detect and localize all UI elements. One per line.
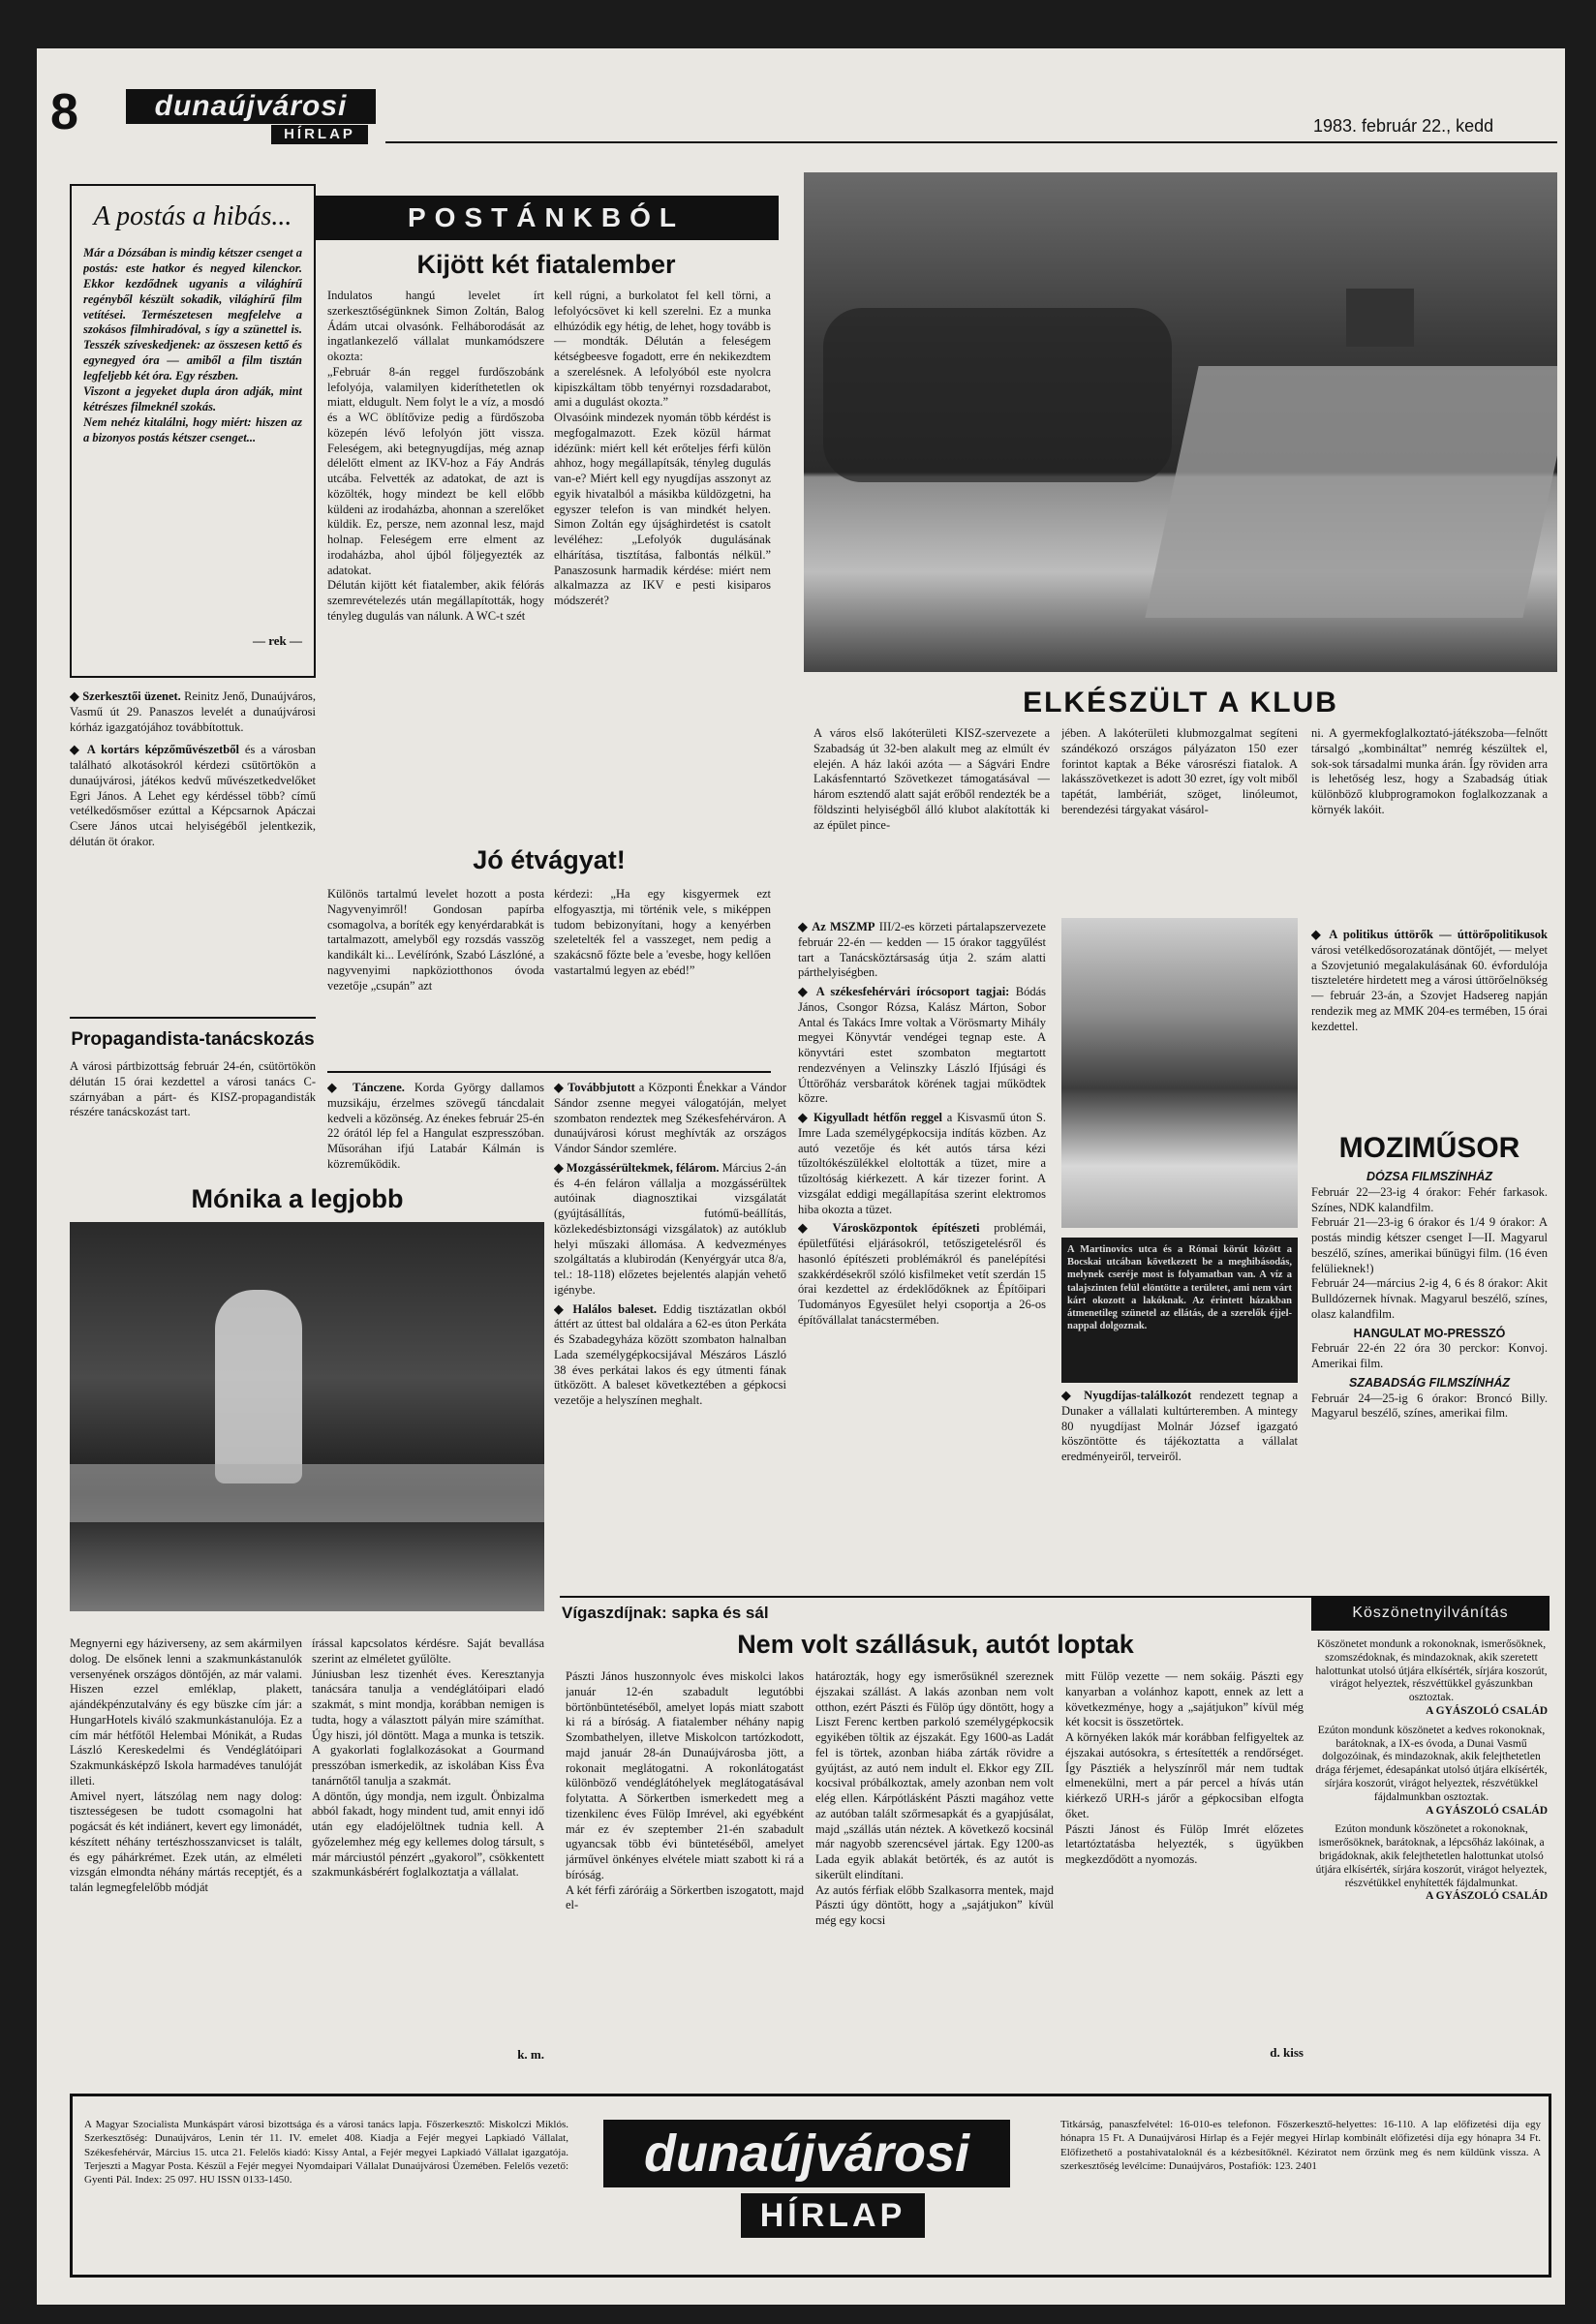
mid-notes-col2 (554, 1081, 786, 1588)
note-lead: ◆ Mozgássérültekmek, félárom. (554, 1160, 720, 1175)
propaganda-body: A városi pártbizottság február 24-én, csütörtökön délután 15 órai kezdettel a városi tanács C-szárnyában a párt- és KISZ-propagandisták részére tanácskozást tart. (70, 1059, 316, 1119)
monika-col1: Megnyerni egy háziverseny, az sem akármilyen dolog. De elsőnek lenni a szakmunkástanulók versenyének országos döntőjén, az már valami. Hiszen ezzel emléklap, plakett, ajándékpénzutalvány és egy büszke cím jár: a HungarHotels kiváló szakmunkástanulója. Ez a cím már hétfőtől Helembai Mónikát, a Rudas László Kereskedelmi és Vendéglátóipari Szakmunkásképző Iskola harmadéves tanulóját illeti. Amivel nyert, látszólag nem nagy dolog: tisztességesen be tudott csomagolni hat pogácsát és két indiánert, kevert egy limonádét, készített néhány tertészhosszanvicset is talált, és egy páhárkrémet. Ezek után, az elméleti vizsgán elmondta néhány mártás receptjét, és a talán legmegfelelőbb módját (70, 1636, 302, 1894)
klub-title: ELKÉSZÜLT A KLUB (1023, 687, 1338, 719)
nyugdijas-note (1061, 1389, 1298, 1511)
mid-notes-col3 (798, 920, 1046, 1588)
venue-name: DÓZSA FILMSZÍNHÁZ (1366, 1170, 1493, 1183)
note-lead: ◆ Nyugdíjas-találkozót (1061, 1389, 1192, 1402)
koszonet-item (1315, 1725, 1548, 1819)
footer-contact: Titkárság, panaszfelvétel: 16-010-es telefonon. Főszerkesztő-helyettes: 16-110. A lap előfizetési díja egy hónapra 15 Ft. A Dunaújvárosi Hírlap és a Fejér megyei Hírlap kombinált előfizetési díja egy hónapra 34 Ft. Előfizethető a postahivataloknál és a kézbesítőknél. Kéziratot nem őrzünk meg és nem küldünk vissza. A szerkesztőség levélcíme: Dunaújváros, Postafiók: 123. 2401 (1060, 2119, 1541, 2172)
note-item (70, 743, 316, 849)
note-body: problémái, épületfűtési eljárásokról, tetőszigetelésről és hasonló építészeti problémákról és panelépítési szakkérdésekről szóló kisfilmeket vetít szerdán 15 órai kezdettel az érdeklődőknek az Építőipari Tudományos Egyesület helyi csoportja a 26-os építővállalat tanácstermében. (798, 1221, 1046, 1327)
koszonet-banner: Köszönetnyilvánítás (1311, 1596, 1550, 1631)
note-body: és a városban található alkotásokról kérdezi csütörtökön a dunaújvárosi, játékos kedvű művészetkedvelőket Egri János. A Lehet egy kérdéssel több? című vetélkedősmőser ezúttal a Képcsarnok Apáczai Csere János utcai helyiségéből jelentkezik, délután öt órakor. (70, 743, 316, 848)
note-body: Bódás János, Csongor Rózsa, Kalász Márton, Sobor Antal és Takács Imre voltak a Vörösmarty Mihály megyei Könyvtár vendégei tegnap este. A könyvtári estet szombaton megtartott rendezvényen a Velinszky László Ifjúsági és Úttörőház versbarátok körének tagjai működtek közre. (798, 985, 1046, 1106)
note-lead: ◆ A politikus úttörők — úttörőpolitikusok (1311, 928, 1548, 941)
note-lead: ◆ A kortárs képzőművészetből (70, 743, 239, 757)
koszonet-text: Ezúton mondunk köszönetet a kedves rokonoknak, barátoknak, a IX-es óvoda, a Dunai Vasmű dolgozóinak, és mindazoknak, akik felejthetetlen drága férjemet, édesapánkat utolsó útjára elkísérték, sírjára koszorút, virágot helyeztek, részvétükkel fájdalmunkban osztoztak. (1315, 1724, 1548, 1803)
vigasz-col2: határozták, hogy egy ismerősüknél szereznek éjszakai szállást. A lakás azonban nem volt otthon, ezért Pászti és Fülöp úgy döntött, hogy a Liszt Ferenc kertben parkoló személygépkocsik egyikében töltik az éjszakát. Egy 1600-as Ladát fel is törtek, azonban hiába zárták rövidre a gyújtást, az autó nem indult el. Ekkor egy ZIL kocsival próbálkoztak, amely azonban nem volt elég ellen. Kárpótlásként Pászti magához vette az autóban talált szőrmesapkát és a gyapjúsálat, majd „szállás után néztek. A következő kocsinál már nagyobb szerencsével jártak. Egy 1200-as Lada egyik ablakát betörték, és az autót is sikerült elindítani. Az autós férfiak előbb Szalkasorra mentek, majd Pászti úgy döntött, hogy a „sajátjukon” kívül még egy kocsi (815, 1669, 1054, 1927)
uttorok-note (1311, 928, 1548, 1121)
koszonet-item (1315, 1638, 1548, 1719)
propaganda-title: Propagandista-tanácskozás (71, 1029, 315, 1050)
footer-masthead-title: dunaújvárosi (603, 2120, 1010, 2187)
koszonet-sign: A GYÁSZOLÓ CSALÁD (1426, 1704, 1548, 1717)
issue-date: 1983. február 22., kedd (1313, 116, 1494, 136)
monika-signature: k. m. (517, 2047, 544, 2062)
pipe-repair-photo (1061, 918, 1298, 1228)
monika-col2: írással kapcsolatos kérdésre. Saját bevallása szerint az elméletet gyűlölte. Júniusban lesz tizenhét éves. Keresztanyja tanácsára tanulja a vendéglátóipari eladó szakmát, s mint mondja, korábban nemigen is tudta, hogy a választott pályán mire számíthat. Úgy hiszi, jól döntött. Maga a munka is tetszik. A gyakorlati foglalkozásokat a Gourmand presszóban ismerkedik, az iskolában Kiss Éva tanárnőtől tanulja a szakmát. A döntőn, úgy mondja, nem izgult. Önbizalma abból fakadt, hogy mindent tud, amit ennyi idő után egy eladójelöltnek tudnia kell. A győzelemhez még egy kellemes dolog társult, s már márciustól pénzért „gyakorol”, csökkentett szakmunkásbérért foglalkoztatja a vállalat. (312, 1636, 544, 1880)
note-body: III/2-es körzeti pártalapszervezete február 22-én — kedden — 15 órakor taggyűlést tart a Tanácsköztársaság útja 2. szám alatti párthelyiségben. (798, 920, 1046, 980)
note-lead: ◆ Városközpontok építészeti (798, 1221, 980, 1236)
koszonet-item (1315, 1823, 1548, 1904)
postankbol-banner: POSTÁNKBÓL (314, 196, 779, 240)
note-item (798, 985, 1046, 1107)
vigasz-signature: d. kiss (1270, 2045, 1304, 2060)
koszonet-sign: A GYÁSZOLÓ CSALÁD (1426, 1890, 1548, 1903)
header-rule (385, 141, 1557, 143)
page-number: 8 (50, 84, 78, 140)
masthead-logo (126, 89, 376, 147)
note-lead: ◆ Halálos baleset. (554, 1301, 658, 1316)
postas-title: A postás a hibás... (93, 201, 292, 231)
note-item (554, 1081, 786, 1157)
postas-signature: — rek — (252, 633, 302, 648)
note-item (798, 1111, 1046, 1217)
note-body: Március 2-án és 4-én feláron vállalja a mozgássérültek autóinak diagnosztikai vizsgálatát (gyújtásállítás, futómű-beállítás, közlekedésbiztonsági vizsgálatok) az autóklub helyi műszaki állomása. A kedvezményes szolgáltatás a klubirodán (Kenyérgyár utca 8/a, tel.: 18-118) előzetes bejelentés alapján vehető igénybe. (554, 1160, 786, 1297)
footer-box (70, 2094, 1551, 2278)
vigasz-title: Nem volt szállásuk, autót loptak (737, 1630, 1134, 1659)
note-lead: ◆ Tánczene. (327, 1081, 405, 1094)
vigasz-kicker: Vígaszdíjnak: sapka és sál (562, 1604, 769, 1622)
note-item (554, 1302, 786, 1409)
note-item (327, 1081, 544, 1173)
venue-schedule: Február 24—25-ig 6 órakor: Broncó Billy. Magyarul beszélő, színes, amerikai film. (1311, 1391, 1548, 1421)
note-lead: ◆ Szerkesztői üzenet. (70, 689, 181, 703)
mozi-title: MOZIMŰSOR (1338, 1132, 1520, 1164)
klub-col2: jében. A lakóterületi klubmozgalmat segíteni szándékozó országos pályázaton 150 ezer forintot kaptak a Béke városrészi fiatalok. A lakásszövetkezet is adott 30 ezret, így volt miből tapétát, lambériát, szöget, linóleumot, berendezési tárgyakat vásárol- (1061, 726, 1298, 816)
postankbol-col1: Indulatos hangú levelet írt szerkesztőségünknek Simon Zoltán, Balog Ádám utcai olvasónk. Felháborodását az ingatlankezelő vállalat munkamódszere okozta: „Február 8-án reggel furdőszobánk lefolyója, valamilyen kideríthetetlen ok miatt, eldugult. Nem folyt le a víz, a mosdó és a WC öblítővize pedig a fürdőszoba közepén lévő lefolyón jött vissza. Feleségem, aki betegnyugdíjas, még aznap délelőtt elment az IKV-hoz a Fáy András utcába. Felvették az adatokat, de azt is közölték, hogy mindezt be kell előbb küldeni az irodaházba, ahonnan a szerelőket küldik. Ez, persze, nem azonnal lesz, majd holnap. Feleségem erre elment az irodaházba, ahol újból följegyezték az adatokat. Délután kijött két fiatalember, akik félórás szemrevételezés után megállapították, hogy tényleg dugulás van nálunk. A WC-t szét (327, 289, 544, 623)
footer-masthead-subtitle: HÍRLAP (741, 2193, 925, 2238)
divider (327, 1071, 771, 1073)
koszonet-text: Ezúton mondunk köszönetet a rokonoknak, ismerősöknek, barátoknak, a lépcsőház lakóinak, a brigádoknak, akik felejthetetlen halottunkat utolsó útjára elkísérték, sírjára koszorút, virágot helyeztek, részvétükkel enyhítették fájdalmunkat. (1315, 1823, 1548, 1889)
note-lead: ◆ Kigyulladt hétfőn reggel (798, 1111, 942, 1124)
note-lead: ◆ A székesfehérvári írócsoport tagjai: (798, 985, 1010, 998)
masthead-subtitle: HÍRLAP (271, 125, 368, 144)
venue-name: SZABADSÁG FILMSZÍNHÁZ (1349, 1375, 1510, 1390)
newspaper-page (37, 48, 1565, 2305)
note-body: Eddig tisztázatlan okból áttért az úttest bal oldalára a 62-es úton Perkáta és Szabadegyháza között szombaton halnalban Lada személygépkocsijával Mészáros László 38 éves perkátai lakos és egy útmenti fának ütközött. A baleset következtében a gépkocsi vezetője a helyszínen meghalt. (554, 1301, 786, 1407)
venue-name: HANGULAT MO-PRESSZÓ (1353, 1326, 1506, 1340)
note-body: Reinitz Jenő, Dunaújváros, Vasmű út 29. Panaszos levelét a dunaújvárosi kórház igazgatójához továbbítottuk. (70, 689, 316, 734)
note-lead: ◆ Az MSZMP (798, 920, 875, 933)
note-lead: ◆ Továbbjutott (554, 1081, 635, 1094)
klub-col1: A város első lakóterületi KISZ-szervezete a Szabadság út 32-ben alakult meg az elmúlt év elején. A ház lakói azóta — a Ságvári Endre Lakásfenntartó Szövetkezet támogatásával — három esztendő alatt saját erőből rendezték be a földszinti helyiségből álló klubot alakították ki az épület pince- (813, 726, 1050, 832)
klub-col3: ni. A gyermekfoglalkoztató-játékszoba—felnőtt társalgó „kombináltat” nemrég készültek el, sok-sok társadalmi munka árán. Így röviden arra is lehetőség lesz, hogy a Szabadság útiak különböző klubprogramokon foglalkozzanak a környék lakóit. (1311, 726, 1548, 816)
note-item (798, 1221, 1046, 1328)
photo-caption: A Martinovics utca és a Római körút között a Bocskai utcában következett be a meghibásodás, melynek cseréje most is folyamatban van. A víz a talajszinten felül elöntötte a területet, ami nem várt kárt okozott a lakóknak. Az érintett házakban átmenetileg szünetel az ellátás, de a szerelők éjjel-nappal dolgoznak. (1061, 1238, 1298, 1383)
note-item (554, 1161, 786, 1299)
postas-box (70, 184, 316, 678)
divider (560, 1596, 1311, 1598)
koszonet-text: Köszönetet mondunk a rokonoknak, ismerősöknek, szomszédoknak, és mindazoknak, akik szeretett halottunkat utolsó útjára elkísérték, sírjára koszorút, virágot helyeztek, részvéttükkel gyászunkban osztoztak. (1315, 1638, 1548, 1704)
divider (70, 1017, 316, 1019)
monika-photo (70, 1222, 544, 1611)
mozi-list (1311, 1170, 1548, 1576)
koszonet-list (1315, 1638, 1548, 2074)
vigasz-col3: mitt Fülöp vezette — nem sokáig. Pászti egy kanyarban a volánhoz kapott, ennek az lett a következménye, hogy a „sajátjukon” kívül még két kocsit is összetörtek. A környéken lakók már korábban felfigyeltek az éjszakai autósokra, s értesítették a rendőrséget. Így Pásztiék a helyszínről már nem tudtak elmenekülni, mert a pár percel a hívás után kiérkező URH-s járőr a gépkocsiban elfogta őket. Pászti Jánost és Fülöp Imrét előzetes letartóztatásba helyezték, s ügyükben megkezdődött a nyomozás. (1065, 1669, 1304, 1866)
note-item (798, 920, 1046, 981)
venue-schedule: Február 22—23-ig 4 órakor: Fehér farkasok. Színes, NDK kalandfilm. Február 21—23-ig 6 órakor és 1/4 9 órakor: A postás mindig kétszer csenget I—II. Magyarul beszélő, színes, amerikai bűnügyi film. (16 éven felülieknek!) Február 24—március 2-ig 4, 6 és 8 órakor: Akit Bulldózernek hívnak. Magyarul beszélő, színes, olasz kalandfilm. (1311, 1184, 1548, 1321)
monika-title: Mónika a legjobb (191, 1184, 404, 1213)
note-body: városi vetélkedősorozatának döntőjét, — melyet a Szovjetunió megalakulásának 60. évfordulója tiszteletére hirdetett meg a városi úttörőelnökség — február 23-án, a Szovjet Hadsereg napján rendezik meg az MMK 204-es termében, 15 órai kezdettel. (1311, 942, 1548, 1033)
masthead-title: dunaújvárosi (126, 89, 376, 124)
note-item (70, 689, 316, 735)
vigasz-col1: Pászti János huszonnyolc éves miskolci lakos január 12-én szabadult legutóbbi börtönbüntetéséből, amelyet lopás miatt szabott ki rá a bíróság. A fiatalember néhány napig Szombathelyen, illetve Miskolcon tartózkodott, majd január 28-án Dunaújvárosba jött, a rokonait meglátogatni. A rokonlátogatást különböző vendéglátóhelyek meglátogatásával folytatta. A Sörkertben ismerkedett meg a tizenkilenc éves Fülöp Imrével, aki egyébként már ez év szeptember 21-én szabadult ugyancsak több évi büntetéséből, amelyet járművel önkényes elvétele miatt szabott ki rá a bíróság. A két férfi záróráig a Sörkertben iszogatott, majd el- (566, 1669, 804, 1912)
jo-etvagyat-title: Jó étvágyat! (473, 845, 626, 874)
koszonet-sign: A GYÁSZOLÓ CSALÁD (1426, 1804, 1548, 1817)
note-body: a Központi Énekkar a Vándor Sándor zsenne megyei válogatóján, melyet szombaton rendeztek meg Székesfehérváron. A dunaújvárosi kórust meghívták az országos Vándor Sándor szemlére. (554, 1081, 786, 1155)
propaganda-article (70, 1028, 316, 1174)
note-body: a Kisvasmű úton S. Imre Lada személygépkocsija indítás közben. Az autó vezetője és két autós társa kézi tűzoltókészülékkel eloltották a tüzet, mire a tűzoltóság kiérkezett. A kár tizezer forint. A vizsgálat eddigi megállapítása szerint elektromos hiba okozta a tüzet. (798, 1111, 1046, 1216)
postankbol-col2: kell rúgni, a burkolatot fel kell törni, a lefolyócsövet ki kell szerelni. Ez a munka elhúzódik egy hétig, de lehet, hogy tovább is — mondták. Délután a feleségem kétségbeesve fogadott, erre én nekikezdtem a szerelésnek. A lefolyóból este nyolcra kipiszkáltam több tenyérnyi rozsdadarabot, ami a dugulást okozta.” Olvasóink mindezek nyomán több kérdést is megfogalmazott. Ezek közül hármat idézünk: miért kell két erőteljes férfi külön ahhoz, hogy megállapítsák, tényleg dugulás van-e? Miért kell egy nyugdíjas asszonyt az egyik hivatalból a másikba küldözgetni, ha egyszer telefon is van mindkét helyen. Simon Zoltán egy újsághirdetést is csatolt levéléhez: „Lefolyók dugulásának elhárítása, tisztítása, falbontás nélkül.” Panaszosunk harmadik kérdése: miért nem alkalmazza az IKV e pesti kisiparos módszerét? (554, 289, 771, 607)
jo-etvagyat-col2: kérdezi: „Ha egy kisgyermek ezt elfogyasztja, mi történik vele, s miképpen tudom bebizonyítani, hogy a kenyérben szeletelték fel a vasszeget, nem pedig a szakácsnő főzte bele a 'evesbe, hogy kellően vastartalmú legyen az ebéd!” (554, 887, 771, 977)
venue-schedule: Február 22-én 22 óra 30 perckor: Konvoj. Amerikai film. (1311, 1341, 1548, 1370)
jo-etvagyat-col1: Különös tartalmú levelet hozott a posta Nagyvenyimről! Gondosan papírba csomagolva, a boríték egy kenyérdarabkát is tartalmazott, amelyből egy rozsdás vasszög kandikált ki... Levélírónk, Szabó Lászlóné, a nagyvenyimi napköziotthonos óvoda vezetője „csupán” azt (327, 887, 544, 993)
postankbol-title: Kijött két fiatalember (416, 250, 676, 279)
club-photo (804, 172, 1557, 672)
note-body: Korda György dallamos muzsikáju, érzelmes szövegű táncdalait kedveli a közönség. Az énekes február 25-én 22 órától lép fel a Hangulat eszpresszóban. Műsoráhan ifjú Latabár Kálmán is közreműködik. (327, 1081, 544, 1171)
footer-imprint: A Magyar Szocialista Munkáspárt városi bizottsága és a városi tanács lapja. Főszerkesztő: Miskolczi Miklós. Szerkesztőség: Dunaújváros, Lenin tér 11. IV. emelet 408. Kiadja a Fejér megyei Lapkiadó Vállalat, Székesfehérvár, Március 15. utca 21. Felelős kiadó: Kissy Antal, a Fejér megyei Lapkiadó Vállalat igazgatója. Terjeszti a Magyar Posta. Készül a Fejér megyei Nyomdaipari Vállalat Dunaújvárosi Üzemében. Felelős vezető: Gyenti Pál. Index: 25 097. HU ISSN 0133-1450. (84, 2119, 568, 2186)
left-notes (70, 689, 316, 1011)
postas-body: Már a Dózsában is mindig kétszer csenget a postás: este hatkor és negyed kilenckor. Ekkor kezdődnek ugyanis a világhírű regényből készült sokadik, világhírű film vetítései. Természetesen megfelelve a szokásos filmhiradóval, s így a szünettel is. Tesszék szíveskedjenek: az összesen kettő és egynegyed óra — amiből a film tisztán legfeljebb két óra. Egy részben. Viszont a jegyeket dupla áron adják, mint kétrészes filmeknél szokás. Nem nehéz kitalálni, hogy miért: hiszen az a bizonyos postás kétszer csenget... (83, 246, 302, 444)
note-body: rendezett tegnap a Dunaker a vállalati kultúrteremben. A mintegy 80 nyugdíjast Molnár József igazgató köszöntötte és tájékoztatta a vállalat eredményeiről, terveiről. (1061, 1389, 1298, 1463)
